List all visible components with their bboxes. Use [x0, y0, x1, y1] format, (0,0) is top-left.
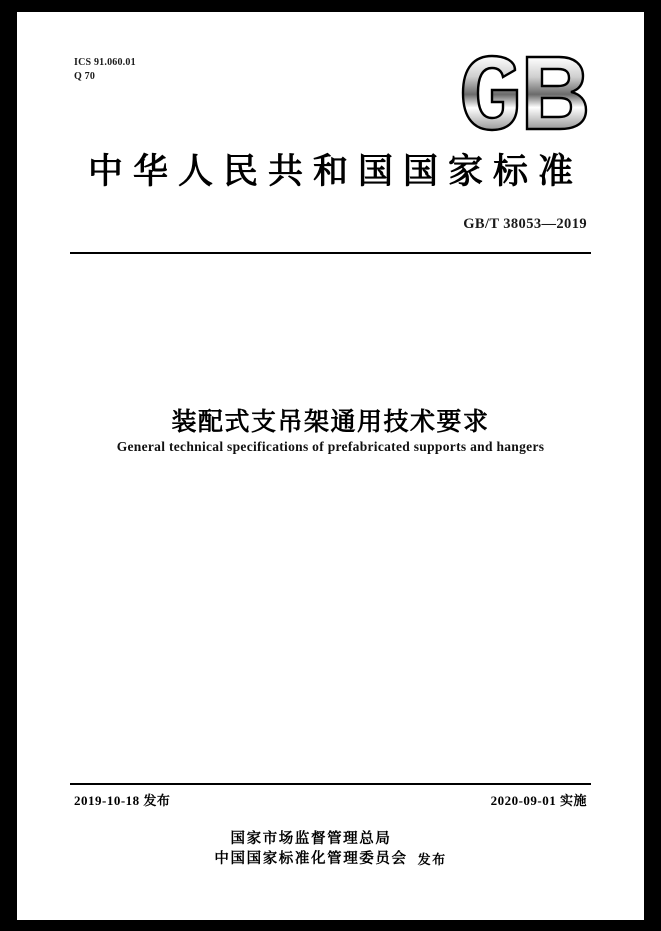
document-title-chinese: 装配式支吊架通用技术要求 — [171, 409, 490, 436]
national-standard-title: 中华人民共和国国家标准 — [87, 152, 583, 191]
issue-date: 2019-10-18 发布 — [74, 793, 171, 808]
standard-number: GB/T 38053—2019 — [463, 216, 587, 232]
publisher-inner — [214, 830, 446, 869]
ccs-code: Q 70 — [74, 70, 96, 82]
document-title-english: General technical specifications of prefabricated supports and hangers — [116, 439, 545, 454]
publisher-line-1: 国家市场监督管理总局 — [230, 831, 392, 847]
publisher-line-2: 中国国家标准化管理委员会 — [214, 850, 408, 867]
ics-code: ICS 91.060.01 — [74, 57, 136, 68]
publisher-names — [214, 830, 407, 869]
publisher-verb: 发布 — [417, 852, 447, 868]
document-cover-page — [17, 12, 644, 920]
ics-classification-block — [74, 56, 136, 83]
divider-top — [70, 252, 591, 254]
implementation-date: 2020-09-01 实施 — [490, 793, 587, 808]
gb-emblem-icon — [459, 54, 591, 132]
publisher-block — [17, 830, 644, 869]
divider-bottom — [70, 783, 591, 785]
